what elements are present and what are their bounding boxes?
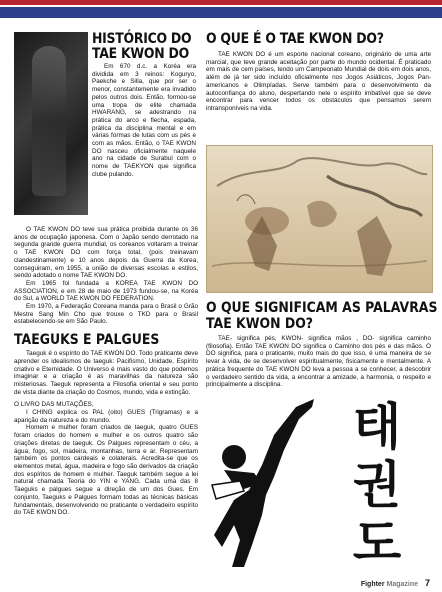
history-body xyxy=(14,226,198,517)
korean-do: 도 xyxy=(352,513,402,572)
white-stripe xyxy=(0,5,442,7)
korean-characters xyxy=(322,398,432,572)
top-color-bar xyxy=(0,0,442,18)
footer-brand: Fighter xyxy=(360,581,385,588)
high-kick-illustration xyxy=(204,395,319,573)
meaning-title-line1: O QUE SIGNIFICAM AS PALAVRAS xyxy=(206,300,438,316)
what-is-title: O QUE É O TAE KWON DO? xyxy=(206,31,384,47)
painting-illustration xyxy=(207,146,432,292)
book-of-changes-heading: O LIVRO DAS MUTAÇÕES, xyxy=(14,401,94,409)
page-number: 7 xyxy=(424,578,430,588)
history-title-line2: TAE KWON DO xyxy=(92,46,189,62)
history-heading-block xyxy=(92,32,196,62)
what-is-paragraph: TAE KWON DO é um esporte nacional coreano, originário de uma arte marcial, que teve grande aceitação por parte do mundo ocidental. É praticado em mais de cem países, tendo um Campeonato Mundial de dois em dois anos, além de já ter sido incluído oficialmente nos Jogos Asiáticos, Jogos Pan-americanos e Olimpíadas. Serve também para o desenvolvimento da autoconfiança do aluno, despertando nele o espírito imbatível que se deve encontrar para vencer todos os obstáculos que pensamos serem intransponíveis na vida. xyxy=(206,51,431,112)
page-footer xyxy=(361,578,430,588)
taeguks-paragraph-2: Homem e mulher foram criados de taeguk, quatro GUES foram criados do homem e mulher e os outros quatro são criações diretas de taeguk. Os Palgues representam o céu, a água, fogo, sol, madeira, montanhas, terra e ar. Representam também os pontos cardeais e colaterais. Acredita-se que os elementos metal, água, madeira e fogo são derivados da criação dos espíritos de homem e mulher. Taeguk também segue a lei natural chamada Teoria do YIN e YANG. Cada uma das 8 Taeguks e palgues segue a direção de um dos Gues. Em conjunto, Taeguks e Palgues formam todas as técnicas básicas fundamentais, desenvolvendo no praticante o verdadeiro espírito do TAE KWON DO. xyxy=(14,424,198,517)
korean-tae: 태 xyxy=(352,397,402,456)
history-paragraph-2: O TAE KWON DO teve sua prática proibida durante os 36 anos de ocupação japonesa. Com o Japão sendo derrotado na segunda grande guerra mundial, os coreanos voltaram a treinar o TAE KWON DO com força total, (pois treinavam clandestinamente) e 10 anos depois da Guerra da Korea, conseguiram, em 1955, a união de diversas escolas e estilos, sendo adotado o nome TAE KWON DO. xyxy=(14,226,198,280)
figure-silhouette xyxy=(32,46,66,196)
history-title-line1: HISTÓRICO DO xyxy=(92,31,192,47)
book-of-changes-paragraph: I CHING explica os PAL (oito) GUES (Trigramas) e a aparição da natureza e do mundo. xyxy=(14,409,198,424)
taeguks-title: TAEGUKS E PALGUES xyxy=(14,332,160,349)
meaning-paragraph: TAE- significa pés, KWON- significa mãos , DO- significa caminho (filosofia). Então TAE KWON DO significa o Caminho dos pés e das mãos. O DO significa, para o praticante, muito mais do que isso, é uma maneira de se levar à vida, de se desenvolver espiritualmente, fisicamente e mentalmente. A prática frequente do TAE KWON DO leva a pessoa a se conhecer, a descobrir o verdadeiro sentido da vida, a encontrar a amizade, a harmonia, o respeito e principalmente a disciplina. xyxy=(206,335,431,389)
footer-magazine: Magazine xyxy=(386,581,419,588)
traditional-korean-painting xyxy=(206,145,433,293)
taeguks-paragraph-1: Taeguk é o espírito do TAE KWON DO. Todo praticante deve aprender os idealismos de taeguk: Pacifismo, Unidade, Espírito criativo e Eternidade. O Universo é mais vasto do que podemos imaginar e a criação é as maravilhas da natureza são misteriosas. Taeguk representa a Filosofia oriental e seu ponto de vista diante da criação do Cosmos, mundo, vida e extinção. xyxy=(14,350,198,396)
martial-artist-photo xyxy=(14,32,88,215)
history-intro-paragraph: Em 670 d.c. a Koréa era dividida em 3 reinos: Koguryo, Paekche e Silla, que por ser o menor, constantemente era invadido pelos outros dois. Então, formou-se uma tropa de elite chamada HWARANG, se adestrando na prática do arco e flecha, espada, prática da disciplina mental e em várias formas de lutas com us pés e com as mãos. Então, o TAE KWON DO nasceu oficialmente naquele ano na cidade de Surabul com o nome de TAEKYON que significa clube pulando. xyxy=(92,63,196,178)
history-paragraph-3: Em 1965 foi fundada a KOREA TAE KWON DO ASSOCIATION, e em 28 de maio de 1973 fundou-se, na Koréa do Sul, a WORLD TAE KWON DO FEDERATION. xyxy=(14,279,198,303)
history-paragraph-4: Em 1970, a Federação Coreana manda para o Brasil o Grão Mestre Sang Min Cho que trouxe o TKD para o Brasil estabelecendo-se em São Paulo. xyxy=(14,303,198,326)
meaning-title-line2: TAE KWON DO? xyxy=(206,316,314,332)
history-intro-text xyxy=(92,63,196,179)
what-is-block xyxy=(206,32,431,113)
korean-kwon: 권 xyxy=(352,455,402,514)
meaning-block xyxy=(206,300,438,389)
